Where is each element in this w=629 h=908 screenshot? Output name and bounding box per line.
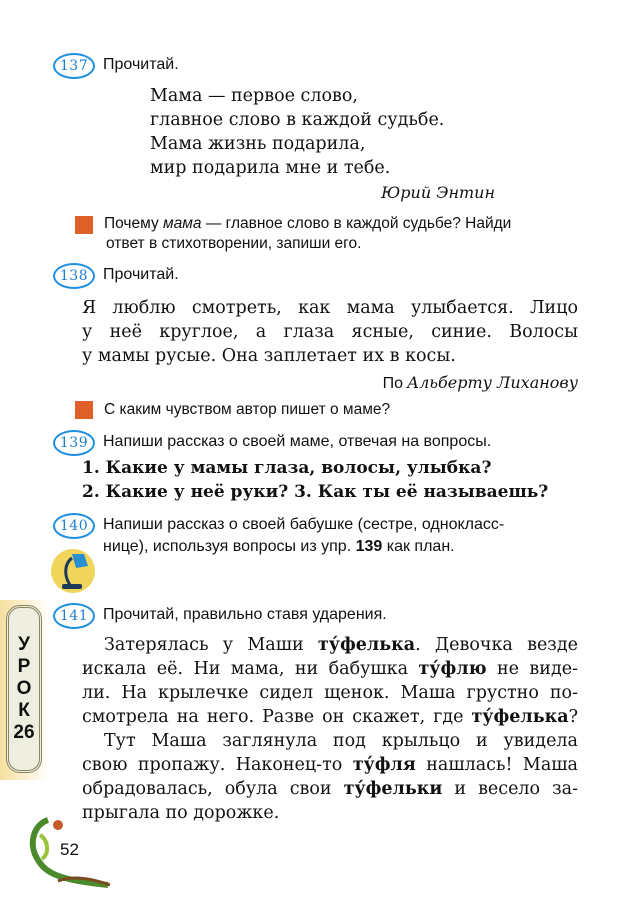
text-segment: — главное слово в каждой судьбе? Найди — [201, 215, 512, 232]
poem-author: Юрий Энтин — [381, 183, 495, 202]
lesson-letter: У — [18, 634, 30, 655]
text-segment: обрадовалась, обула свои — [82, 779, 344, 799]
text-segment: . Девочка везде — [415, 635, 578, 655]
text-segment: смотрела на него. Разве он скажет, где — [82, 707, 472, 727]
emphasized-word: ту́фля — [352, 755, 416, 775]
text-segment: нашлась! Маша — [415, 755, 578, 775]
text-segment: Затерялась у Маши — [104, 635, 318, 655]
exercise-instruction: Прочитай. — [103, 266, 179, 283]
text-line — [104, 729, 578, 753]
author-prefix: По — [382, 375, 403, 392]
text-segment: как план. — [382, 538, 455, 555]
text-segment: прыгала по дорожке. — [82, 803, 280, 823]
text-line — [82, 320, 578, 344]
emphasized-word: ту́фельки — [343, 779, 443, 799]
task-question — [104, 400, 390, 420]
text-line — [82, 681, 578, 705]
author-name: Альберту Лиханову — [406, 373, 578, 392]
square-task-icon — [75, 401, 93, 419]
text-segment: искала её. Ни мама, ни бабушка — [82, 659, 419, 679]
text-segment: Тут Маша заглянула под крыльцо и увидела — [104, 731, 578, 751]
emphasized-word: 139 — [355, 538, 383, 555]
text-line — [82, 777, 578, 801]
italic-word: мама — [163, 215, 202, 232]
question-line: 1. Какие у мамы глаза, волосы, улыбка? — [82, 458, 492, 478]
exercise-instruction: Напиши рассказ о своей маме, отвечая на вопросы. — [103, 433, 492, 450]
exercise-number-139: 139 — [53, 430, 95, 456]
exercise-number-137: 137 — [53, 53, 95, 79]
exercise-number-138: 138 — [53, 263, 95, 289]
emphasized-word: ту́фелька — [471, 707, 569, 727]
text-segment: и весело за- — [442, 779, 578, 799]
task-question — [104, 214, 511, 234]
page-number: 52 — [60, 840, 79, 859]
text-line — [82, 344, 578, 368]
text-segment: нице), используя вопросы из упр. — [103, 538, 356, 555]
text-line — [82, 753, 578, 777]
text-segment: ответ в стихотворении, запиши его. — [106, 235, 362, 252]
exercise-number-140: 140 — [53, 513, 95, 539]
text-line — [82, 801, 578, 825]
text-segment: у неё круглое, а глаза ясные, синие. Волосы — [82, 322, 578, 342]
text-author — [383, 373, 578, 393]
poem-line: Мама жизнь подарила, — [150, 134, 366, 154]
text-segment: ? — [568, 707, 578, 727]
square-task-icon — [75, 216, 93, 234]
text-line — [82, 657, 578, 681]
text-line — [82, 296, 578, 320]
exercise-instruction — [103, 537, 455, 557]
question-line: 2. Какие у неё руки? 3. Как ты её называешь? — [82, 482, 549, 502]
text-segment: ли. На крылечке сидел щенок. Маша грустно по- — [82, 683, 578, 703]
desk-lamp-icon — [50, 548, 96, 594]
text-segment: свою пропажу. Наконец-то — [82, 755, 353, 775]
text-line — [104, 633, 578, 657]
lesson-letter: О — [16, 678, 32, 699]
exercise-instruction — [103, 515, 504, 535]
text-segment: у мамы русые. Она заплетает их в косы. — [82, 346, 456, 366]
task-question — [106, 234, 361, 254]
poem-line: главное слово в каждой судьбе. — [150, 110, 445, 130]
emphasized-word: ту́фелька — [317, 635, 416, 655]
emphasized-word: ту́флю — [418, 659, 487, 679]
text-segment: не виде- — [486, 659, 578, 679]
lesson-letter: К — [18, 700, 30, 721]
lesson-letter: Р — [17, 656, 31, 677]
poem-line: Мама — первое слово, — [150, 86, 358, 106]
exercise-instruction: Прочитай, правильно ставя ударения. — [103, 606, 387, 623]
text-segment: Напиши рассказ о своей бабушке (сестре, однокласс- — [103, 516, 505, 533]
lesson-label — [6, 605, 42, 773]
text-segment: Я люблю смотреть, как мама улыбается. Лицо — [82, 298, 578, 318]
exercise-instruction: Прочитай. — [103, 56, 179, 73]
text-segment: Почему — [104, 215, 164, 232]
text-segment: С каким чувством автор пишет о маме? — [104, 401, 391, 418]
lesson-number: 26 — [13, 722, 35, 743]
text-line — [82, 705, 578, 729]
exercise-number-141: 141 — [53, 603, 95, 629]
poem-line: мир подарила мне и тебе. — [150, 158, 391, 178]
